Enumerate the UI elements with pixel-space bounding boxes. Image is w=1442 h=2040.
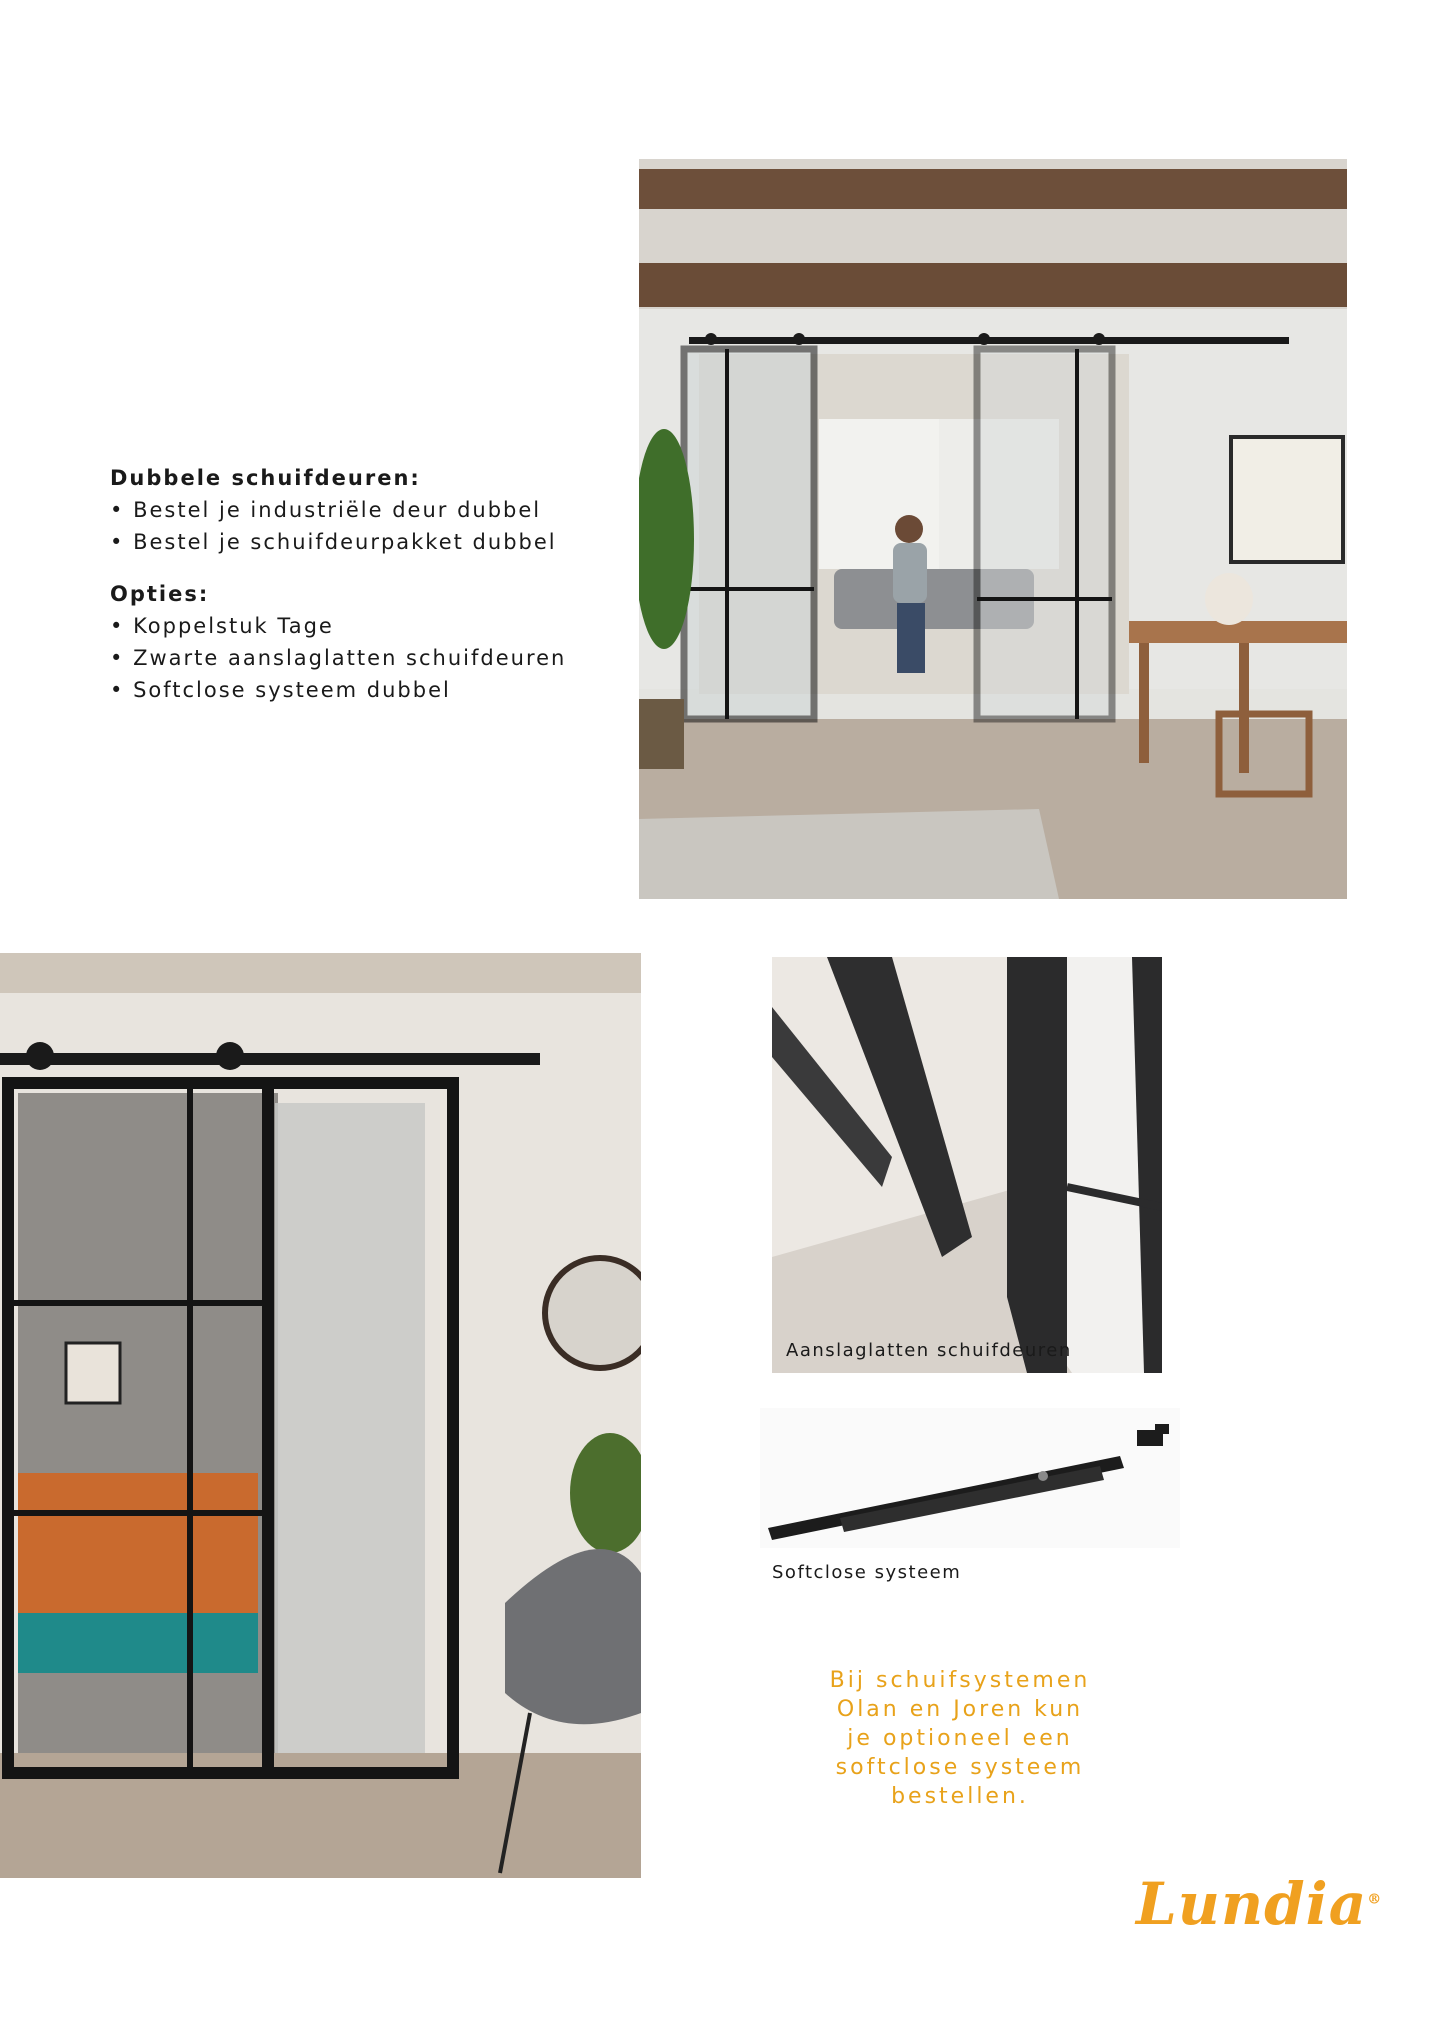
- logo-text: Lundia: [1136, 1870, 1368, 1938]
- registered-mark: ®: [1367, 1891, 1383, 1908]
- stop-strips-photo: [772, 957, 1162, 1373]
- stop-strips-illustration: [772, 957, 1162, 1373]
- list-item: • Softclose systeem dubbel: [110, 674, 610, 706]
- options-list: [110, 610, 610, 706]
- list-item: • Zwarte aanslaglatten schuifdeuren: [110, 642, 610, 674]
- double-sliding-doors-illustration: [639, 159, 1347, 899]
- double-doors-list: [110, 494, 610, 558]
- double-sliding-doors-photo: [639, 159, 1347, 899]
- list-item: • Bestel je industriële deur dubbel: [110, 494, 610, 526]
- stop-strips-caption: Aanslaglatten schuifdeuren: [786, 1340, 1072, 1361]
- options-block: [110, 462, 610, 706]
- promo-line: Bij schuifsystemen: [829, 1668, 1091, 1693]
- lundia-logo: [1136, 1870, 1382, 1938]
- single-sliding-door-illustration: [0, 953, 641, 1878]
- softclose-caption: Softclose systeem: [772, 1562, 962, 1583]
- promo-line: softclose systeem: [835, 1755, 1085, 1780]
- double-doors-heading: Dubbele schuifdeuren:: [110, 466, 421, 490]
- softclose-product-photo: [760, 1408, 1180, 1548]
- single-sliding-door-photo: [0, 953, 641, 1878]
- softclose-promo-text: [790, 1666, 1130, 1811]
- list-item: • Koppelstuk Tage: [110, 610, 610, 642]
- list-item: • Bestel je schuifdeurpakket dubbel: [110, 526, 610, 558]
- softclose-illustration: [760, 1408, 1180, 1548]
- promo-line: je optioneel een: [847, 1726, 1073, 1751]
- promo-line: Olan en Joren kun: [836, 1697, 1084, 1722]
- promo-line: bestellen.: [891, 1784, 1029, 1809]
- options-heading: Opties:: [110, 582, 210, 606]
